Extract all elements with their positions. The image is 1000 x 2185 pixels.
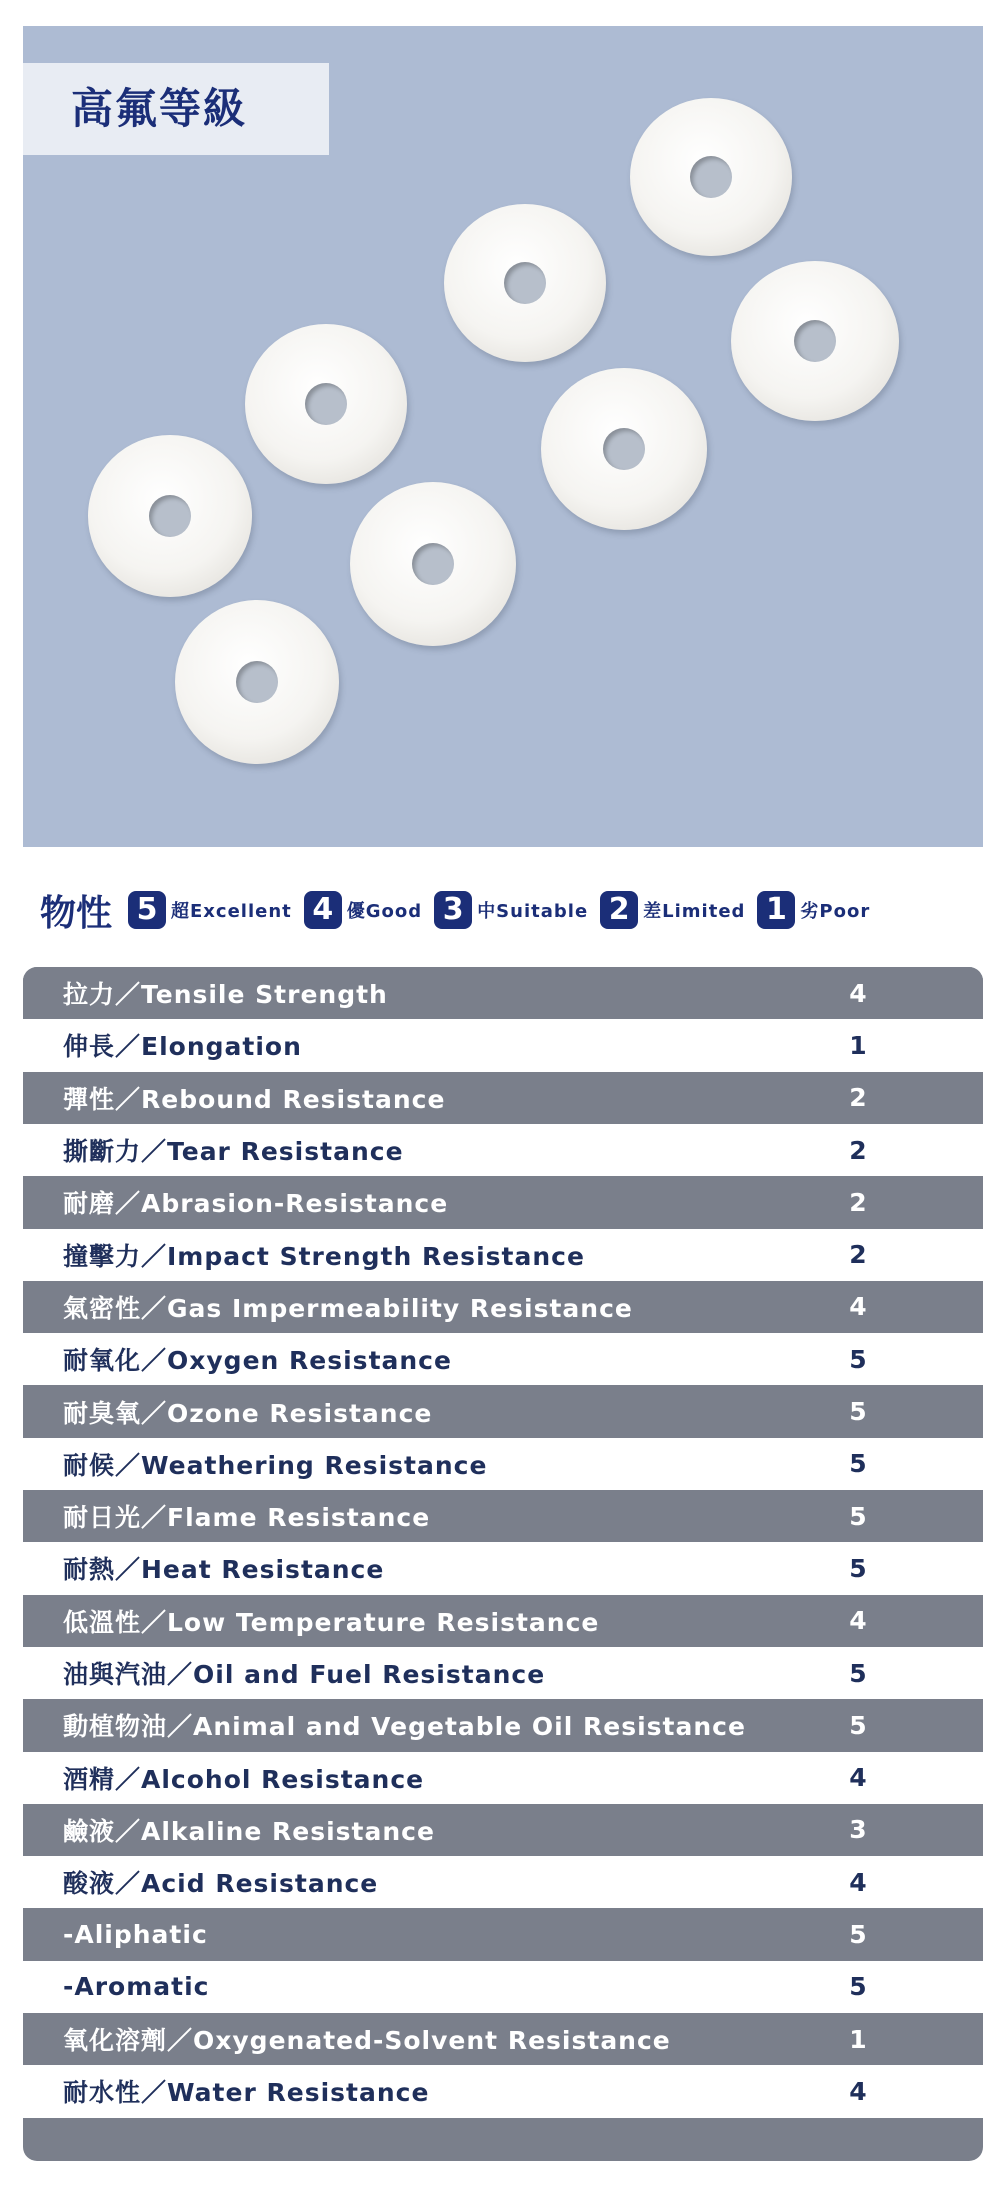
property-label: 油與汽油／Oil and Fuel Resistance — [63, 1660, 546, 1690]
table-row — [23, 1124, 983, 1176]
property-rating: 1 — [849, 1030, 867, 1060]
washer-hole — [412, 543, 454, 585]
property-rating: 1 — [849, 2024, 867, 2054]
washer-image — [444, 204, 606, 362]
property-rating: 4 — [849, 1763, 867, 1793]
washer-image — [245, 324, 407, 484]
property-rating: 2 — [849, 1240, 867, 1270]
washer-hole — [236, 661, 278, 703]
table-row — [23, 1229, 983, 1281]
property-label: 動植物油／Animal and Vegetable Oil Resistance — [63, 1712, 746, 1742]
washer-image — [350, 482, 516, 646]
property-rating: 2 — [849, 1187, 867, 1217]
property-rating: 4 — [849, 1867, 867, 1897]
table-row — [23, 1804, 983, 1856]
legend-item-1 — [757, 891, 870, 929]
legend-item-3 — [434, 891, 588, 929]
legend-label: 優Good — [346, 901, 423, 922]
rating-badge: 4 — [304, 891, 342, 929]
legend-label: 劣Poor — [800, 901, 871, 922]
table-row — [23, 967, 983, 1019]
property-rating: 2 — [849, 1135, 867, 1165]
washer-hole — [603, 428, 645, 470]
table-row — [23, 1019, 983, 1071]
rating-badge: 2 — [600, 891, 638, 929]
washer-image — [630, 98, 792, 256]
property-rating: 5 — [849, 1553, 867, 1583]
washer-hole — [690, 156, 732, 198]
property-rating: 3 — [849, 1815, 867, 1845]
rating-badge: 3 — [434, 891, 472, 929]
legend-label: 中Suitable — [477, 901, 589, 922]
legend-item-2 — [600, 891, 745, 929]
washer-hole — [305, 383, 347, 425]
property-label: 撕斷力／Tear Resistance — [63, 1137, 404, 1167]
table-row — [23, 1542, 983, 1594]
washer-image — [731, 261, 899, 421]
property-label: -Aromatic — [63, 1972, 210, 2002]
washer-image — [541, 368, 707, 530]
table-row — [23, 1856, 983, 1908]
product-photo — [23, 26, 983, 847]
table-row — [23, 1752, 983, 1804]
property-label: -Aliphatic — [63, 1920, 208, 1950]
legend-title: 物性 — [40, 892, 113, 934]
table-row — [23, 1699, 983, 1751]
washer-image — [88, 435, 252, 597]
table-row — [23, 1595, 983, 1647]
property-rating: 5 — [849, 1710, 867, 1740]
property-rating: 5 — [849, 1501, 867, 1531]
rating-badge: 1 — [757, 891, 795, 929]
property-label: 耐日光／Flame Resistance — [63, 1503, 431, 1533]
property-label: 耐候／Weathering Resistance — [63, 1450, 488, 1480]
grade-title: 高氟等級 — [23, 63, 329, 155]
table-row — [23, 2065, 983, 2117]
property-label: 低溫性／Low Temperature Resistance — [63, 1607, 600, 1637]
property-label: 酒精／Alcohol Resistance — [63, 1764, 425, 1794]
table-row — [23, 1072, 983, 1124]
property-rating: 5 — [849, 1344, 867, 1374]
rating-legend — [23, 880, 983, 940]
property-label: 耐磨／Abrasion-Resistance — [63, 1189, 449, 1219]
property-label: 彈性／Rebound Resistance — [63, 1084, 446, 1114]
table-row — [23, 1490, 983, 1542]
table-row — [23, 1333, 983, 1385]
legend-item-4 — [304, 891, 422, 929]
property-label: 耐臭氧／Ozone Resistance — [63, 1398, 433, 1428]
table-row — [23, 1908, 983, 1960]
property-label: 拉力／Tensile Strength — [63, 980, 388, 1010]
table-row — [23, 1176, 983, 1228]
washer-hole — [149, 495, 191, 537]
property-rating: 5 — [849, 1658, 867, 1688]
table-row — [23, 1281, 983, 1333]
property-label: 氣密性／Gas Impermeability Resistance — [63, 1293, 633, 1323]
property-rating: 4 — [849, 2076, 867, 2106]
property-rating: 4 — [849, 1292, 867, 1322]
table-row — [23, 1438, 983, 1490]
property-label: 撞擊力／Impact Strength Resistance — [63, 1241, 585, 1271]
property-rating: 5 — [849, 1397, 867, 1427]
property-rating: 4 — [849, 1606, 867, 1636]
legend-label: 超Excellent — [171, 901, 292, 922]
legend-label: 差Limited — [643, 901, 746, 922]
property-rating: 4 — [849, 978, 867, 1008]
property-rating: 5 — [849, 1920, 867, 1950]
property-label: 氧化溶劑／Oxygenated-Solvent Resistance — [63, 2026, 671, 2056]
table-row — [23, 2013, 983, 2065]
property-label: 耐氧化／Oxygen Resistance — [63, 1346, 452, 1376]
properties-table — [23, 967, 983, 2161]
table-row — [23, 1961, 983, 2013]
property-rating: 5 — [849, 1972, 867, 2002]
washer-hole — [794, 320, 836, 362]
property-rating: 5 — [849, 1449, 867, 1479]
washer-image — [175, 600, 339, 764]
washer-hole — [504, 262, 546, 304]
property-label: 酸液／Acid Resistance — [63, 1869, 379, 1899]
property-label: 鹼液／Alkaline Resistance — [63, 1816, 435, 1846]
rating-badge: 5 — [128, 891, 166, 929]
property-label: 耐水性／Water Resistance — [63, 2078, 430, 2108]
property-rating: 2 — [849, 1083, 867, 1113]
property-label: 耐熱／Heat Resistance — [63, 1555, 385, 1585]
legend-item-5 — [128, 891, 292, 929]
table-row — [23, 1385, 983, 1437]
property-label: 伸長／Elongation — [63, 1032, 302, 1062]
table-row — [23, 1647, 983, 1699]
